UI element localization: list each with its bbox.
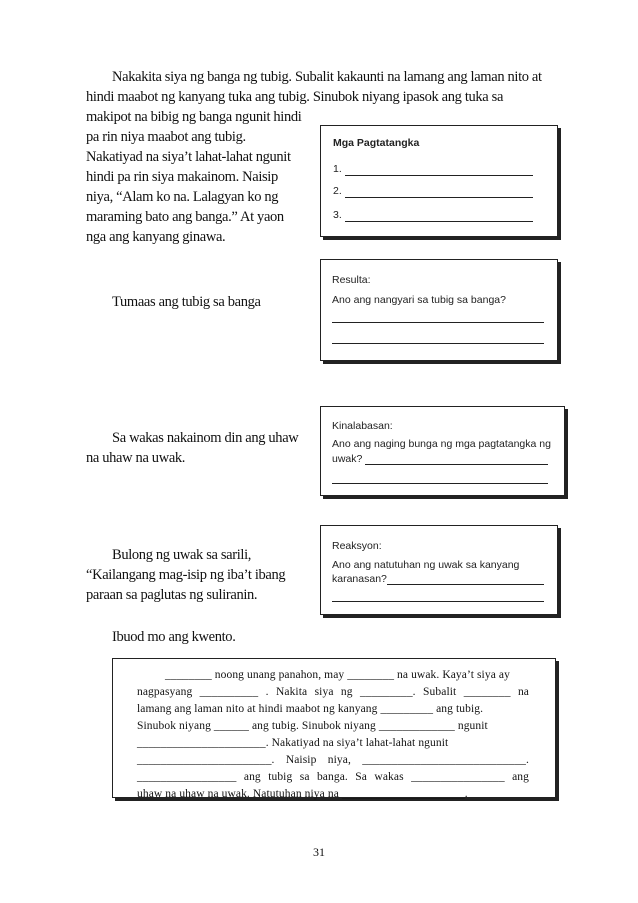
reaksyon-question-line-1: Ano ang natutuhan ng uwak sa kanyang	[332, 559, 520, 571]
summary-line-2[interactable]: nagpasyang __________ . Nakita siya ng _________. Subalit ________ na	[137, 686, 529, 698]
reaksyon-answer-inline[interactable]	[387, 584, 544, 585]
kinalabasan-side-line-1: Sa wakas nakainom din ang uhaw	[112, 430, 299, 446]
summary-line-3[interactable]: lamang ang laman nito at hindi maabot ng kanyang _________ ang tubig.	[137, 703, 484, 715]
summary-line-5[interactable]: ______________________. Nakatiyad na siya’t lahat-lahat ngunit	[137, 737, 449, 749]
story-line-7: niya, “Alam ko na. Lalagyan ko ng	[86, 189, 279, 205]
pagtatangka-item-1-blank[interactable]	[345, 175, 533, 176]
reaksyon-title: Reaksyon:	[332, 540, 382, 552]
reaksyon-side-line-1: Bulong ng uwak sa sarili,	[112, 547, 252, 563]
summary-line-6[interactable]: _______________________. Naisip niya, ____________________________.	[137, 754, 529, 766]
kinalabasan-question-line-1: Ano ang naging bunga ng mga pagtatangka ng	[332, 438, 551, 450]
reaksyon-question-line-2: karanasan?	[332, 573, 387, 585]
pagtatangka-item-2-label: 2.	[333, 185, 342, 197]
story-line-9: nga ang kanyang ginawa.	[86, 229, 226, 245]
pagtatangka-item-1-label: 1.	[333, 163, 342, 175]
story-line-1: Nakakita siya ng banga ng tubig. Subalit kakaunti na lamang ang laman nito at	[112, 69, 542, 85]
story-line-5: Nakatiyad na siya’t lahat-lahat ngunit	[86, 149, 291, 165]
resulta-answer-line-1[interactable]	[332, 322, 544, 323]
kinalabasan-question-line-2: uwak?	[332, 453, 363, 465]
summary-box	[112, 658, 556, 798]
kinalabasan-answer-inline[interactable]	[365, 464, 548, 465]
kinalabasan-side-line-2: na uhaw na uwak.	[86, 450, 186, 466]
pagtatangka-box	[320, 125, 558, 237]
summary-instruction: Ibuod mo ang kwento.	[112, 629, 236, 645]
summary-line-4[interactable]: Sinubok niyang ______ ang tubig. Sinubok niyang _____________ ngunit	[137, 720, 488, 732]
story-line-3: makipot na bibig ng banga ngunit hindi	[86, 109, 302, 125]
summary-line-1[interactable]: ________ noong unang panahon, may ________ na uwak. Kaya’t siya ay	[165, 669, 510, 681]
resulta-answer-line-2[interactable]	[332, 343, 544, 344]
story-line-8: maraming bato ang banga.” At yaon	[86, 209, 284, 225]
story-line-4: pa rin niya maabot ang tubig.	[86, 129, 246, 145]
reaksyon-box	[320, 525, 558, 615]
resulta-title: Resulta:	[332, 274, 371, 286]
reaksyon-side-line-3: paraan sa paglutas ng suliranin.	[86, 587, 258, 603]
pagtatangka-title: Mga Pagtatangka	[333, 137, 420, 149]
resulta-box	[320, 259, 558, 361]
reaksyon-side-line-2: “Kailangang mag-isip ng iba’t ibang	[86, 567, 286, 583]
summary-line-8[interactable]: uhaw na uhaw na uwak. Natutuhan niya na _____________________.	[137, 788, 468, 800]
kinalabasan-title: Kinalabasan:	[332, 420, 393, 432]
story-line-2: hindi maabot ng kanyang tuka ang tubig. Sinubok niyang ipasok ang tuka sa	[86, 89, 504, 105]
pagtatangka-item-3-label: 3.	[333, 209, 342, 221]
story-line-6: hindi pa rin siya makainom. Naisip	[86, 169, 278, 185]
pagtatangka-item-3-blank[interactable]	[345, 221, 533, 222]
resulta-side-text: Tumaas ang tubig sa banga	[112, 294, 261, 310]
summary-line-7[interactable]: _________________ ang tubig sa banga. Sa wakas ________________ ang	[137, 771, 529, 783]
kinalabasan-box	[320, 406, 565, 496]
reaksyon-answer-line-2[interactable]	[332, 601, 544, 602]
pagtatangka-item-2-blank[interactable]	[345, 197, 533, 198]
kinalabasan-answer-line-2[interactable]	[332, 483, 548, 484]
resulta-question: Ano ang nangyari sa tubig sa banga?	[332, 294, 506, 306]
page-number: 31	[313, 845, 325, 859]
